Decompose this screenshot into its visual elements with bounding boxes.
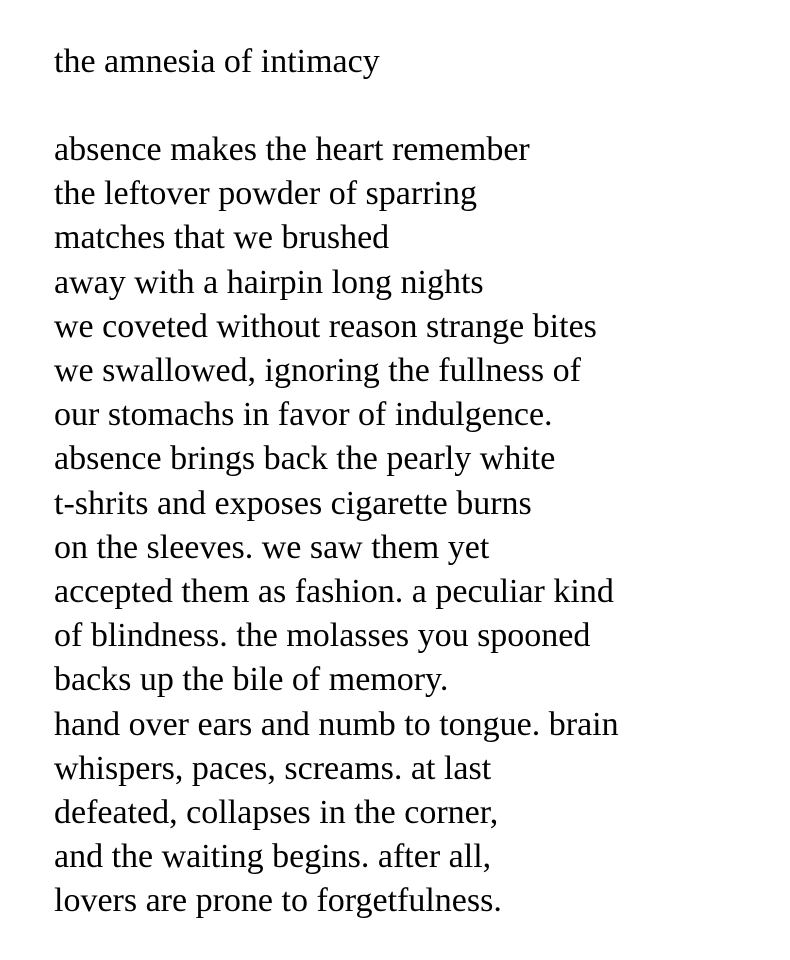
poem-line: matches that we brushed <box>54 219 390 257</box>
poem-stanza <box>54 128 770 924</box>
poem-line: and the waiting begins. after all, <box>54 838 492 876</box>
poem-line: absence brings back the pearly white <box>54 440 556 478</box>
poem-line: on the sleeves. we saw them yet <box>54 528 490 566</box>
poem-line: away with a hairpin long nights <box>54 263 484 301</box>
poem-line: backs up the bile of memory. <box>54 661 449 699</box>
poem-line: defeated, collapses in the corner, <box>54 794 499 832</box>
poem-line: lovers are prone to forgetfulness. <box>54 882 502 920</box>
poem-line: hand over ears and numb to tongue. brain <box>54 705 619 743</box>
poem-line: our stomachs in favor of indulgence. <box>54 396 553 434</box>
poem-line: the leftover powder of sparring <box>54 175 477 213</box>
poem-line: of blindness. the molasses you spooned <box>54 617 591 655</box>
poem-line: accepted them as fashion. a peculiar kind <box>54 573 614 611</box>
poem-line: we swallowed, ignoring the fullness of <box>54 352 581 390</box>
poem-line: t-shrits and exposes cigarette burns <box>54 484 532 522</box>
poem-title: the amnesia of intimacy <box>54 43 380 80</box>
poem-line: whispers, paces, screams. at last <box>54 749 492 787</box>
poem-line: we coveted without reason strange bites <box>54 307 597 345</box>
poem-line: absence makes the heart remember <box>54 131 530 168</box>
poem-page <box>54 40 770 924</box>
